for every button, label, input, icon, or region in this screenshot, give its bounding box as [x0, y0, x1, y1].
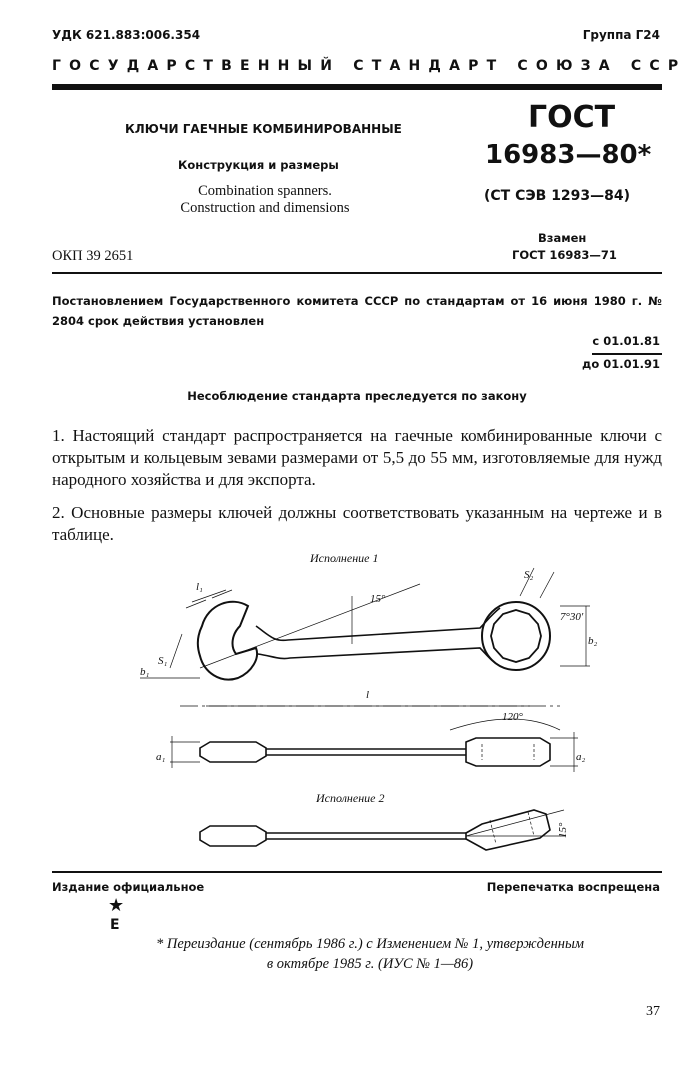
spanner-side-view-2	[200, 810, 566, 850]
version1-label: Исполнение 1	[310, 551, 379, 565]
version2-label: Исполнение 2	[316, 791, 385, 805]
legal-warning: Несоблюдение стандарта преследуется по закону	[187, 389, 527, 403]
e-mark: Е	[110, 917, 120, 933]
dim-s1: S₁	[158, 655, 168, 667]
page-number: 37	[646, 1004, 660, 1019]
udk-code: УДК 621.883:006.354	[52, 28, 201, 42]
decree-text: Постановлением Государственного комитета СССР по стандартам от 16 июня 1980 г. № 2804 срок действия установлен	[52, 294, 662, 328]
angle-15: 15°	[370, 593, 386, 605]
group-code: Группа Г24	[582, 28, 660, 42]
angle-15-version2: 15°	[557, 822, 569, 838]
dim-l: l	[366, 689, 370, 701]
paragraph-2: 2. Основные размеры ключей должны соответствовать указанным на чертеже и в таблице.	[52, 503, 662, 544]
angle-120: 120°	[502, 711, 523, 723]
effective-date-to: до 01.01.91	[582, 357, 660, 371]
english-title-line2: Construction and dimensions	[180, 200, 350, 216]
footnote-line1: * Переиздание (сентябрь 1986 г.) с Изменением № 1, утвержденным	[155, 936, 585, 952]
footnote-line2: в октябре 1985 г. (ИУС № 1—86)	[266, 956, 474, 972]
english-title	[150, 183, 380, 217]
english-title-line1: Combination spanners.	[198, 183, 332, 199]
replaces-label: Взамен	[538, 231, 587, 245]
reissue-footnote	[100, 934, 640, 974]
gost-label: ГОСТ	[528, 100, 616, 135]
paragraph-1: 1. Настоящий стандарт распространяется на гаечные комбинированные ключи с открытым и кольцевым зевами размерами от 5,5 до 55 мм, изготовляемые для нужд народного хозяйства и для экспорта.	[52, 426, 662, 489]
dim-l1: l₁	[196, 581, 203, 593]
angle-7-30: 7°30'	[560, 611, 584, 623]
document-title: КЛЮЧИ ГАЕЧНЫЕ КОМБИНИРОВАННЫЕ	[125, 122, 402, 136]
dim-b2: b₂	[588, 635, 598, 647]
header-rule	[52, 84, 662, 90]
replaces-gost: ГОСТ 16983—71	[512, 248, 617, 262]
okp-code: ОКП 39 2651	[52, 248, 134, 264]
dim-b1: b₁	[140, 666, 150, 678]
title-block-rule	[52, 272, 662, 274]
dim-s2: S₂	[524, 569, 534, 581]
spanner-drawing	[120, 548, 620, 868]
spanner-side-view-1	[170, 719, 578, 772]
date-rule	[592, 353, 662, 355]
dim-a1: a₁	[156, 751, 166, 763]
official-edition: Издание официальное	[52, 880, 205, 894]
gost-number: 16983—80*	[485, 140, 652, 170]
state-standard-banner: ГОСУДАРСТВЕННЫЙ СТАНДАРТ СОЮЗА ССР	[52, 58, 687, 74]
document-subtitle: Конструкция и размеры	[178, 158, 339, 172]
spanner-top-view	[140, 568, 590, 706]
dim-a2: a₂	[576, 751, 586, 763]
reprint-prohibited: Перепечатка воспрещена	[486, 880, 660, 894]
star-icon: ★	[108, 895, 125, 916]
footer-rule	[52, 871, 662, 873]
st-sev-designation: (СТ СЭВ 1293—84)	[484, 188, 631, 204]
effective-date-from: с 01.01.81	[592, 334, 660, 348]
